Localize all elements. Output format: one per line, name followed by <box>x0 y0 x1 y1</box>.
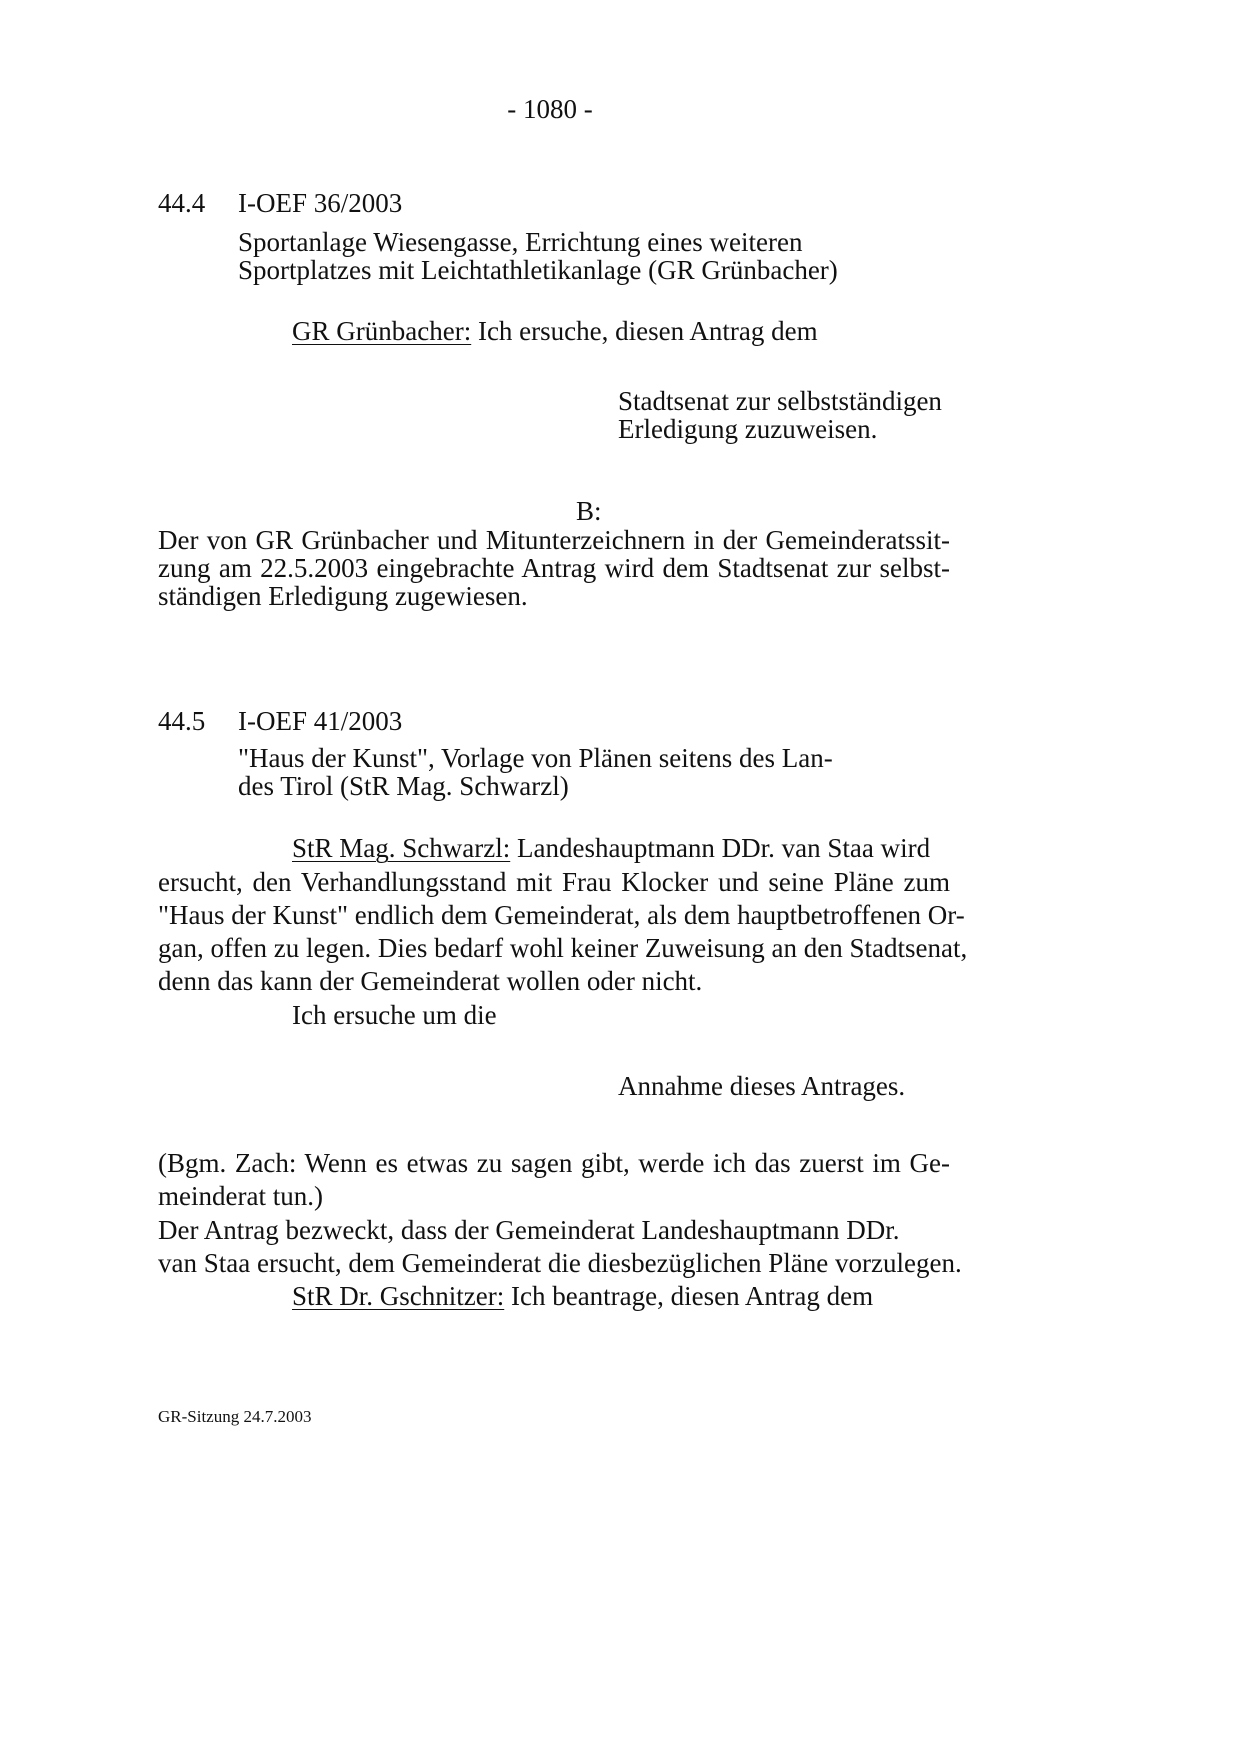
speech-text: Ich ersuche, diesen Antrag dem <box>477 316 818 346</box>
decision-line: Der von GR Grünbacher und Mitunterzeichnern in der Gemeinderatssit- <box>158 525 950 555</box>
speech-line: denn das kann der Gemeinderat wollen oder nicht. <box>158 966 703 996</box>
speech-continued: Ich ersuche um die <box>292 1000 497 1030</box>
interjection <box>158 1147 950 1213</box>
request-line: Erledigung zuzuweisen. <box>618 414 878 444</box>
speaker-paragraph <box>292 833 930 864</box>
speaker-name: StR Dr. Gschnitzer: <box>292 1281 505 1311</box>
request-block <box>618 387 942 443</box>
subject-line: Sportplatzes mit Leichtathletikanlage (GR Grünbacher) <box>238 255 838 285</box>
speaker-name: StR Mag. Schwarzl: <box>292 833 511 863</box>
footer: GR-Sitzung 24.7.2003 <box>158 1407 312 1426</box>
subject-line: des Tirol (StR Mag. Schwarzl) <box>238 771 569 801</box>
statement <box>158 1214 962 1280</box>
speech-text: Landeshauptmann DDr. van Staa wird <box>516 833 931 863</box>
speech-body <box>158 866 968 998</box>
section-number: 44.5 <box>158 706 206 736</box>
subject-line: Sportanlage Wiesengasse, Errichtung eines weiteren <box>238 227 803 257</box>
interjection-line: meinderat tun.) <box>158 1181 323 1211</box>
speaker-paragraph <box>292 316 818 347</box>
page-number: - 1080 - <box>507 94 593 124</box>
request-line: Stadtsenat zur selbstständigen <box>618 386 942 416</box>
speaker-paragraph <box>292 1281 873 1312</box>
request-line: Annahme dieses Antrages. <box>618 1071 906 1101</box>
decision-line: zung am 22.5.2003 eingebrachte Antrag wird dem Stadtsenat zur selbst- <box>158 553 950 583</box>
speech-text: Ich beantrage, diesen Antrag dem <box>510 1281 874 1311</box>
decision-label: B: <box>576 496 602 526</box>
speech-line: "Haus der Kunst" endlich dem Gemeinderat, als dem hauptbetroffenen Or- <box>158 900 965 930</box>
section-number: 44.4 <box>158 188 206 218</box>
speech-line: ersucht, den Verhandlungsstand mit Frau Klocker und seine Pläne zum <box>158 867 950 897</box>
interjection-line: (Bgm. Zach: Wenn es etwas zu sagen gibt, werde ich das zuerst im Ge- <box>158 1148 950 1178</box>
section-code: I-OEF 41/2003 <box>238 706 403 736</box>
speaker-name: GR Grünbacher: <box>292 316 472 346</box>
statement-line: van Staa ersucht, dem Gemeinderat die diesbezüglichen Pläne vorzulegen. <box>158 1248 962 1278</box>
subject-line: "Haus der Kunst", Vorlage von Plänen seitens des Lan- <box>238 743 833 773</box>
statement-line: Der Antrag bezweckt, dass der Gemeinderat Landeshauptmann DDr. <box>158 1215 900 1245</box>
section-subject <box>238 744 833 800</box>
decision-line: ständigen Erledigung zugewiesen. <box>158 581 528 611</box>
speech-line: gan, offen zu legen. Dies bedarf wohl keiner Zuweisung an den Stadtsenat, <box>158 933 968 963</box>
section-code: I-OEF 36/2003 <box>238 188 403 218</box>
decision-text <box>158 526 950 610</box>
section-subject <box>238 228 838 284</box>
